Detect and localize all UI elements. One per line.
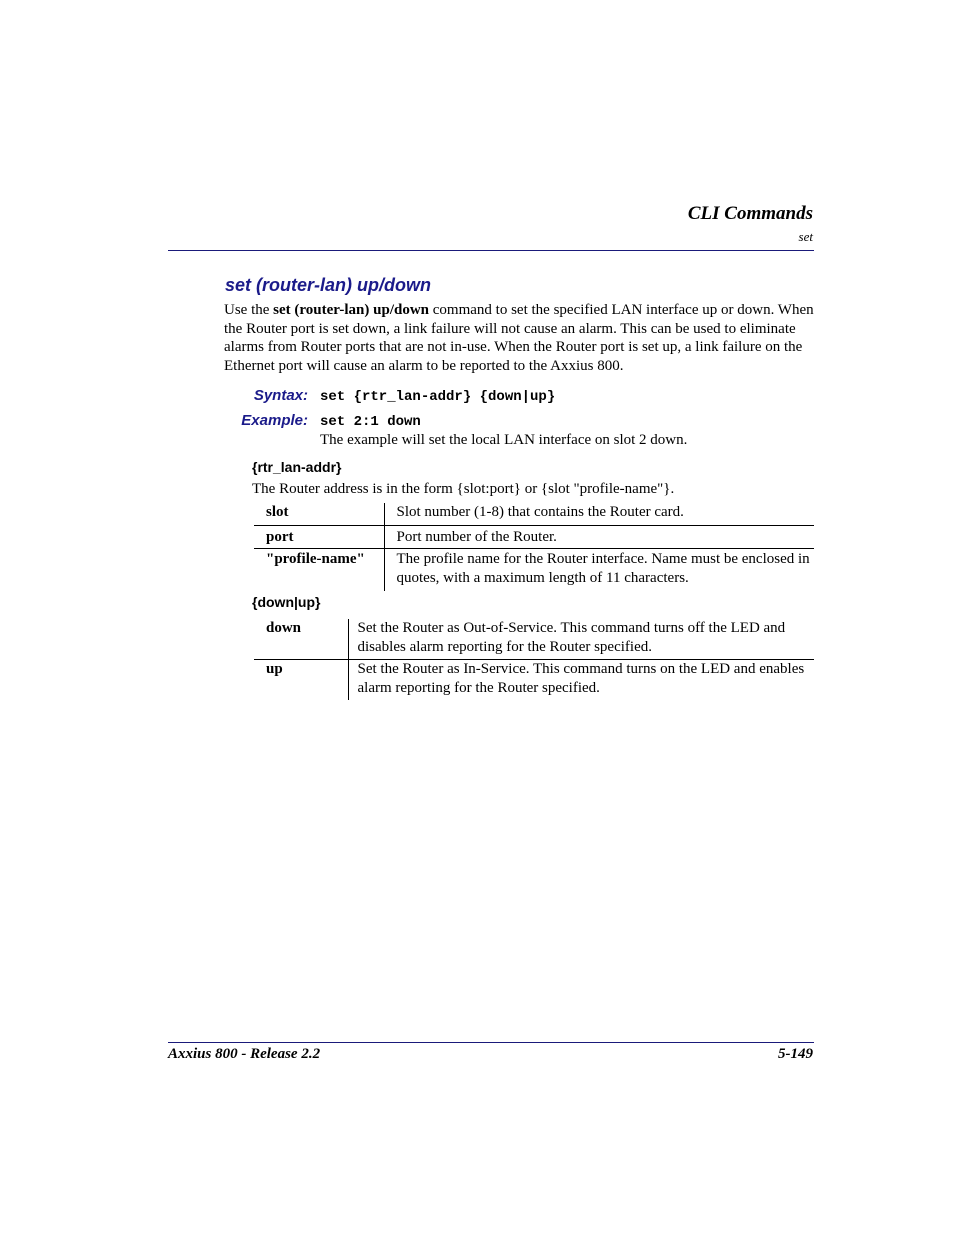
chapter-subtitle: set — [798, 229, 813, 244]
param-value: Port number of the Router. — [384, 525, 814, 549]
table-row — [254, 660, 814, 701]
table-row — [254, 503, 814, 525]
table-row — [254, 525, 814, 549]
param-key: up — [266, 661, 283, 677]
footer-product: Axxius 800 - Release 2.2 — [168, 1046, 321, 1062]
addr-param-heading: {rtr_lan-addr} — [252, 459, 342, 475]
param-key: port — [254, 525, 384, 549]
param-value: The profile name for the Router interface. Name must be enclosed in quotes, with a maximum length of 11 characters. — [384, 549, 814, 592]
section-title: set (router-lan) up/down — [225, 275, 431, 295]
param-value: Set the Router as Out-of-Service. This command turns off the LED and disables alarm reporting for the Router specified. — [348, 619, 814, 660]
param-value: Slot number (1-8) that contains the Router card. — [384, 503, 814, 525]
updown-param-heading: {down|up} — [252, 594, 321, 610]
addr-param-description: The Router address is in the form {slot:port} or {slot "profile-name"}. — [252, 481, 675, 497]
table-row — [254, 619, 814, 660]
param-key: slot — [254, 503, 384, 525]
header-rule — [168, 250, 814, 251]
footer-rule — [168, 1042, 814, 1043]
param-value: Set the Router as In-Service. This command turns on the LED and enables alarm reporting for the Router specified. — [348, 660, 814, 701]
example-value: set 2:1 down — [320, 414, 421, 430]
example-label: Example: — [241, 412, 308, 429]
syntax-label: Syntax: — [253, 387, 308, 404]
chapter-title: CLI Commands — [687, 203, 813, 224]
param-key: down — [254, 619, 348, 660]
intro-paragraph: Use the set (router-lan) up/down command to set the specified LAN interface up or down. When the Router port is set down, a link failure will not cause an alarm. This can be used to eliminate alarms from Router ports that are not in-use. When the Router port is set up, a link failure on the Ethernet port will cause an alarm to be reported to the Axxius 800. — [224, 302, 814, 375]
updown-param-table — [254, 619, 814, 700]
addr-param-table — [254, 503, 814, 591]
syntax-value: set {rtr_lan-addr} {down|up} — [320, 389, 556, 405]
param-key: "profile-name" — [266, 551, 365, 567]
table-row — [254, 549, 814, 592]
page-number: 5-149 — [778, 1046, 813, 1062]
example-description: The example will set the local LAN interface on slot 2 down. — [320, 432, 688, 448]
